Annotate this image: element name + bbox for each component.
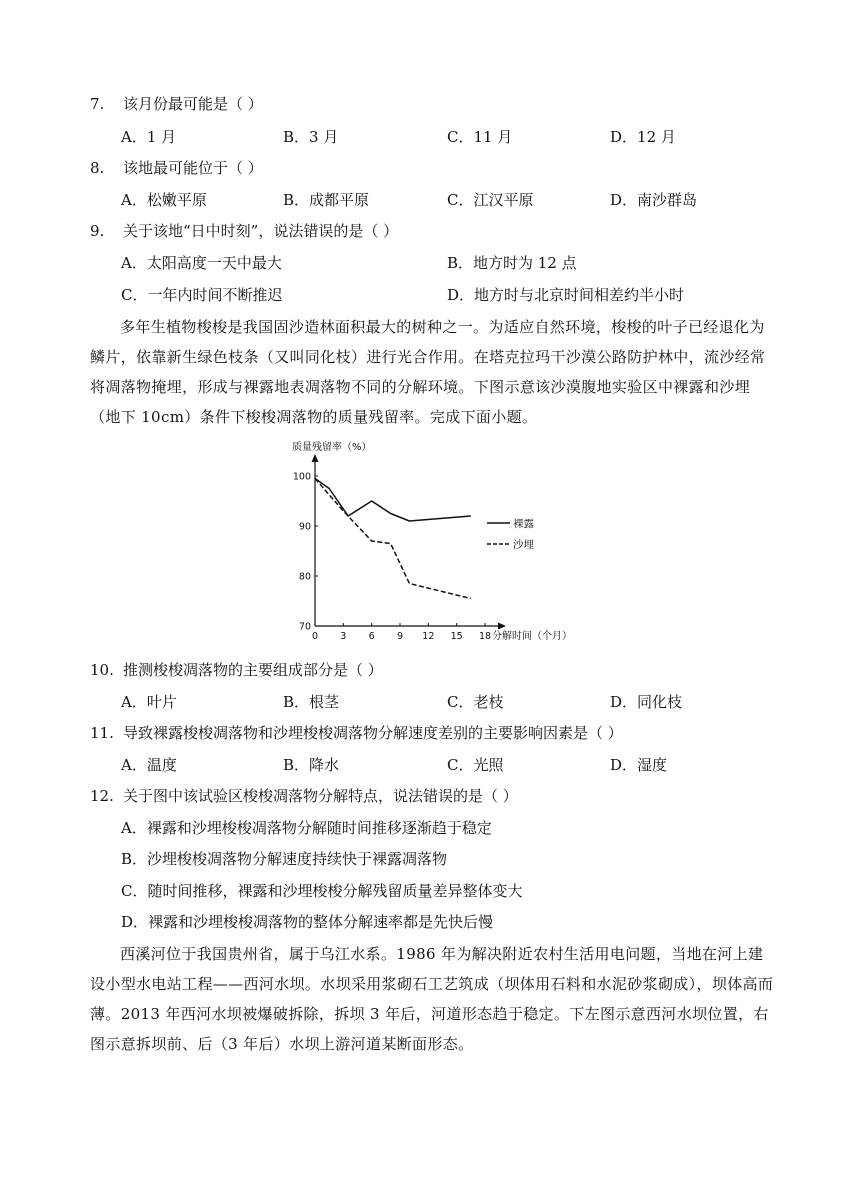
residual-rate-chart	[278, 438, 608, 652]
option-a[interactable]: A．松嫩平原	[121, 191, 207, 209]
x-tick-label: 9	[396, 631, 404, 642]
line-chart	[278, 438, 608, 648]
option-c[interactable]: C．11 月	[447, 128, 513, 146]
option-c[interactable]: C．一年内时间不断推迟	[121, 286, 283, 304]
y-axis-arrow	[312, 454, 319, 462]
option-a[interactable]: A．裸露和沙埋梭梭凋落物分解随时间推移逐渐趋于稳定	[121, 819, 492, 837]
option-a[interactable]: A．温度	[121, 756, 177, 774]
option-b[interactable]: B．3 月	[283, 128, 339, 146]
question-11	[90, 723, 623, 743]
question-number: 8.	[90, 159, 105, 177]
question-stem: 推测梭梭凋落物的主要组成部分是（ ）	[123, 661, 383, 679]
x-axis-arrow	[498, 623, 506, 630]
legend-label: 沙埋	[513, 539, 534, 551]
option-c[interactable]: C．随时间推移，裸露和沙埋梭梭分解残留质量差异整体变大	[121, 882, 523, 900]
question-9	[90, 221, 398, 241]
question-number: 11.	[90, 724, 114, 742]
y-axis-label: 质量残留率（%）	[292, 442, 372, 453]
option-d[interactable]: D．裸露和沙埋梭梭凋落物的整体分解速率都是先快后慢	[121, 913, 494, 931]
passage-desert-shrub: 多年生植物梭梭是我国固沙造林面积最大的树种之一。为适应自然环境，梭梭的叶子已经退化为鳞片，依靠新生绿色枝条（又叫同化枝）进行光合作用。在塔克拉玛干沙漠公路防护林中，流沙经常将凋落物掩埋，形成与裸露地表凋落物不同的分解环境。下图示意该沙漠腹地实验区中裸露和沙埋（地下 10cm）条件下梭梭凋落物的质量残留率。完成下面小题。	[90, 318, 766, 426]
y-tick-label: 90	[298, 521, 311, 533]
chart-axes	[312, 454, 507, 630]
chart-ticks	[293, 472, 491, 643]
option-b[interactable]: B．根茎	[283, 693, 340, 711]
question-number: 7.	[90, 95, 105, 113]
question-stem: 该地最可能位于（ ）	[123, 159, 263, 177]
option-c[interactable]: C．光照	[447, 756, 504, 774]
question-10	[90, 660, 383, 680]
option-c[interactable]: C．江汉平原	[447, 191, 534, 209]
x-tick-label: 18	[478, 631, 492, 642]
y-tick-label: 70	[298, 621, 311, 633]
question-7	[90, 94, 263, 114]
option-d[interactable]: D．南沙群岛	[610, 191, 698, 209]
x-tick-label: 12	[422, 631, 435, 642]
option-c[interactable]: C．老枝	[447, 693, 504, 711]
chart-series	[315, 479, 471, 599]
option-a[interactable]: A．1 月	[121, 128, 177, 146]
question-number: 10.	[90, 661, 114, 679]
x-tick-label: 3	[340, 631, 347, 642]
x-axis-label: 分解时间（个月）	[492, 631, 572, 642]
option-b[interactable]: B．成都平原	[283, 191, 370, 209]
x-tick-label: 6	[368, 631, 375, 642]
x-tick-label: 15	[450, 631, 463, 642]
question-12	[90, 786, 518, 806]
passage-dam-removal: 西溪河位于我国贵州省，属于乌江水系。1986 年为解决附近农村生活用电问题，当地在河上建设小型水电站工程——西河水坝。水坝采用浆砌石工艺筑成（坝体用石料和水泥砂浆砌成），坝体高而薄。2013 年西河水坝被爆破拆除，拆坝 3 年后，河道形态趋于稳定。下左图示意西河水坝位置，右图示意拆坝前、后（3 年后）水坝上游河道某断面形态。	[90, 945, 774, 1053]
x-tick-label: 0	[311, 631, 319, 642]
option-b[interactable]: B．降水	[283, 756, 340, 774]
option-d[interactable]: D．12 月	[610, 128, 676, 146]
question-stem: 导致裸露梭梭凋落物和沙埋梭梭凋落物分解速度差别的主要影响因素是（ ）	[123, 724, 623, 742]
option-d[interactable]: D．地方时与北京时间相差约半小时	[447, 286, 685, 304]
option-b[interactable]: B．地方时为 12 点	[447, 254, 577, 272]
question-stem: 关于该地“日中时刻”，说法错误的是（ ）	[123, 222, 399, 240]
legend-label: 裸露	[513, 518, 534, 530]
series-line-buried	[315, 479, 471, 599]
chart-legend	[487, 518, 534, 551]
question-number: 12.	[90, 787, 114, 805]
y-tick-label: 80	[298, 571, 311, 583]
option-d[interactable]: D．同化枝	[610, 693, 683, 711]
option-d[interactable]: D．湿度	[610, 756, 668, 774]
option-b[interactable]: B．沙埋梭梭凋落物分解速度持续快于裸露凋落物	[121, 850, 448, 868]
question-stem: 关于图中该试验区梭梭凋落物分解特点，说法错误的是（ ）	[123, 787, 518, 805]
option-a[interactable]: A．太阳高度一天中最大	[121, 254, 282, 272]
question-number: 9.	[90, 222, 105, 240]
question-8	[90, 158, 263, 178]
option-a[interactable]: A．叶片	[121, 693, 177, 711]
series-line-bare	[315, 479, 471, 522]
y-tick-label: 100	[292, 471, 311, 483]
question-stem: 该月份最可能是（ ）	[123, 95, 263, 113]
